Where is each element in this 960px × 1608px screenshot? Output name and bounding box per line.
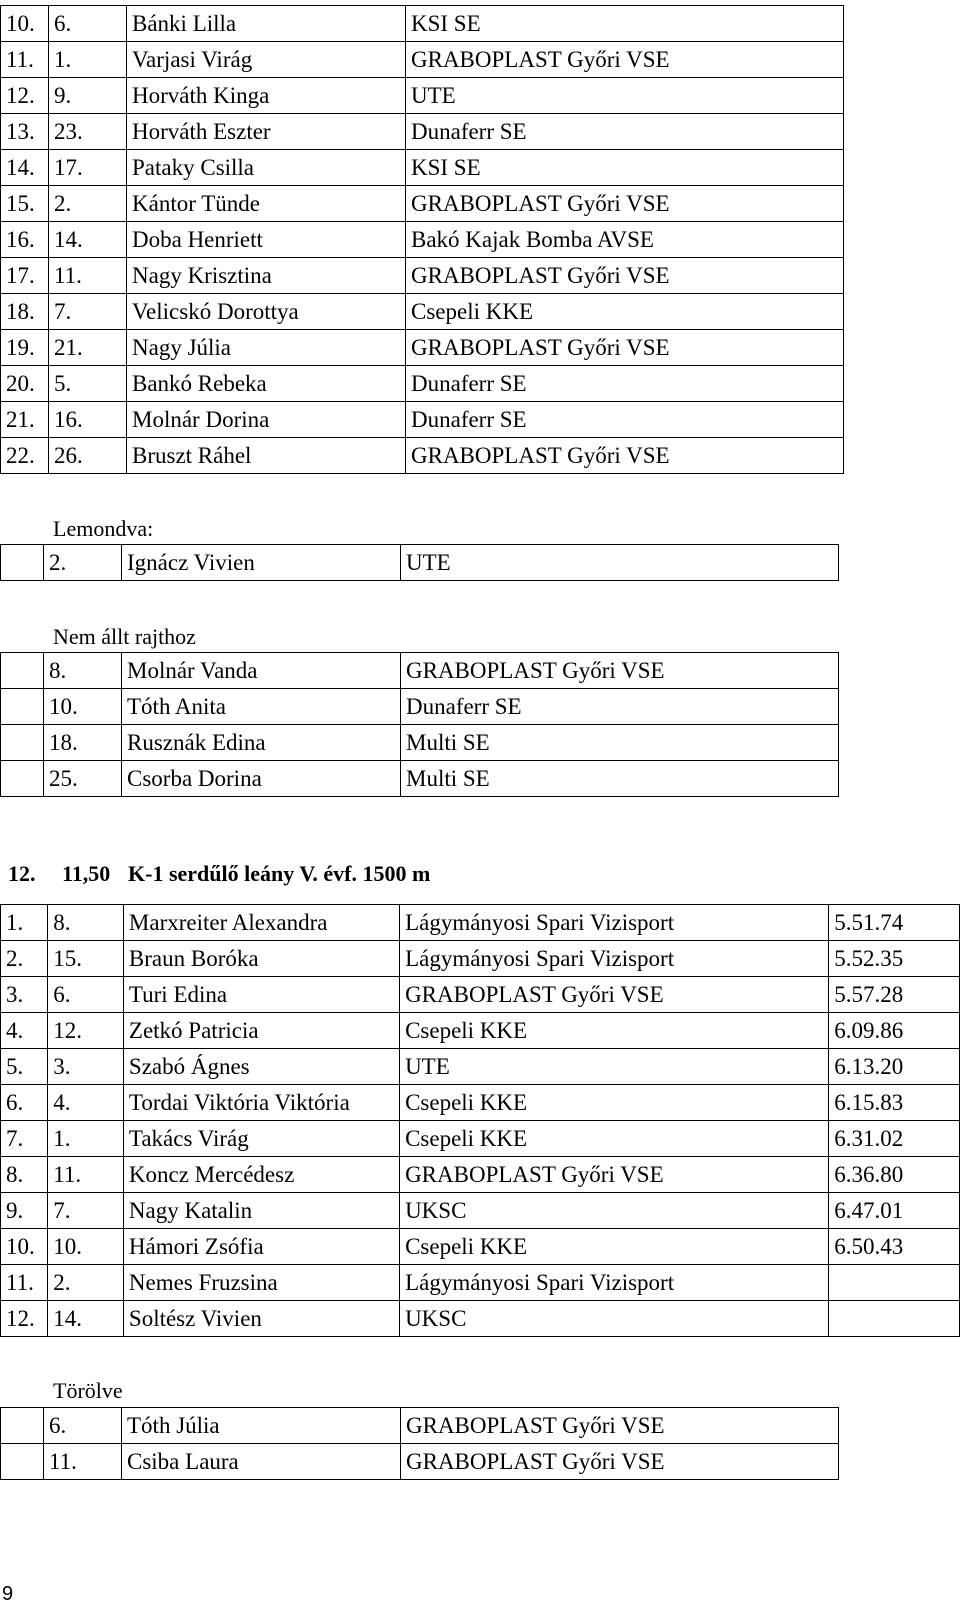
table-row: [1, 6, 844, 42]
bib-cell: 10.: [44, 689, 122, 725]
empty-place-cell: [1, 653, 44, 689]
athlete-cell: Tóth Anita: [122, 689, 401, 725]
table-row: [1, 545, 839, 581]
time-cell: 6.47.01: [829, 1193, 960, 1229]
top-results-body: [1, 6, 844, 474]
bib-cell: 14.: [48, 1301, 124, 1337]
place-cell: 12.: [1, 1301, 48, 1337]
table-row: [1, 1193, 960, 1229]
athlete-cell: Bruszt Ráhel: [127, 438, 406, 474]
place-cell: 6.: [1, 1085, 48, 1121]
club-cell: Bakó Kajak Bomba AVSE: [406, 222, 844, 258]
club-cell: Lágymányosi Spari Vizisport: [400, 941, 829, 977]
athlete-cell: Bankó Rebeka: [127, 366, 406, 402]
table-row: [1, 1121, 960, 1157]
athlete-cell: Hámori Zsófia: [123, 1229, 399, 1265]
club-cell: GRABOPLAST Győri VSE: [401, 1444, 839, 1480]
athlete-cell: Horváth Kinga: [127, 78, 406, 114]
club-cell: Lágymányosi Spari Vizisport: [400, 905, 829, 941]
athlete-cell: Nagy Krisztina: [127, 258, 406, 294]
bib-cell: 11.: [44, 1444, 122, 1480]
athlete-cell: Ignácz Vivien: [122, 545, 401, 581]
time-cell: 6.13.20: [829, 1049, 960, 1085]
time-cell: 5.57.28: [829, 977, 960, 1013]
club-cell: GRABOPLAST Győri VSE: [400, 977, 829, 1013]
table-row: [1, 114, 844, 150]
club-cell: GRABOPLAST Győri VSE: [400, 1157, 829, 1193]
athlete-cell: Zetkó Patricia: [123, 1013, 399, 1049]
athlete-cell: Bánki Lilla: [127, 6, 406, 42]
table-row: [1, 1085, 960, 1121]
place-cell: 12.: [1, 78, 49, 114]
athlete-cell: Nemes Fruzsina: [123, 1265, 399, 1301]
bib-cell: 10.: [48, 1229, 124, 1265]
table-row: [1, 150, 844, 186]
club-cell: Csepeli KKE: [400, 1013, 829, 1049]
bib-cell: 2.: [44, 545, 122, 581]
bib-cell: 4.: [48, 1085, 124, 1121]
table-row: [1, 1013, 960, 1049]
athlete-cell: Tóth Júlia: [122, 1408, 401, 1444]
athlete-cell: Horváth Eszter: [127, 114, 406, 150]
race-time: 11,50: [62, 861, 111, 886]
time-cell: 6.50.43: [829, 1229, 960, 1265]
place-cell: 22.: [1, 438, 49, 474]
bib-cell: 12.: [48, 1013, 124, 1049]
club-cell: UTE: [400, 1049, 829, 1085]
empty-place-cell: [1, 545, 44, 581]
bib-cell: 18.: [44, 725, 122, 761]
bib-cell: 3.: [48, 1049, 124, 1085]
table-row: [1, 1229, 960, 1265]
athlete-cell: Nagy Katalin: [123, 1193, 399, 1229]
club-cell: GRABOPLAST Győri VSE: [406, 330, 844, 366]
athlete-cell: Takács Virág: [123, 1121, 399, 1157]
race-number: 12.: [8, 861, 36, 886]
bib-cell: 14.: [49, 222, 127, 258]
club-cell: Csepeli KKE: [400, 1085, 829, 1121]
bib-cell: 23.: [49, 114, 127, 150]
club-cell: GRABOPLAST Győri VSE: [406, 258, 844, 294]
bib-cell: 6.: [49, 6, 127, 42]
place-cell: 20.: [1, 366, 49, 402]
club-cell: GRABOPLAST Győri VSE: [406, 186, 844, 222]
athlete-cell: Varjasi Virág: [127, 42, 406, 78]
place-cell: 3.: [1, 977, 48, 1013]
athlete-cell: Doba Henriett: [127, 222, 406, 258]
club-cell: Multi SE: [401, 725, 839, 761]
athlete-cell: Pataky Csilla: [127, 150, 406, 186]
athlete-cell: Rusznák Edina: [122, 725, 401, 761]
empty-place-cell: [1, 761, 44, 797]
table-row: [1, 402, 844, 438]
athlete-cell: Molnár Dorina: [127, 402, 406, 438]
empty-place-cell: [1, 725, 44, 761]
bib-cell: 8.: [48, 905, 124, 941]
bib-cell: 2.: [49, 186, 127, 222]
bib-cell: 15.: [48, 941, 124, 977]
bib-cell: 25.: [44, 761, 122, 797]
time-cell: [829, 1301, 960, 1337]
table-row: [1, 1408, 839, 1444]
bib-cell: 6.: [44, 1408, 122, 1444]
club-cell: Lágymányosi Spari Vizisport: [400, 1265, 829, 1301]
table-row: [1, 1265, 960, 1301]
table-row: [1, 905, 960, 941]
club-cell: Dunaferr SE: [406, 366, 844, 402]
club-cell: Csepeli KKE: [400, 1229, 829, 1265]
club-cell: GRABOPLAST Győri VSE: [401, 653, 839, 689]
time-cell: 6.15.83: [829, 1085, 960, 1121]
table-row: [1, 222, 844, 258]
withdrawn-body: [1, 545, 839, 581]
table-row: [1, 78, 844, 114]
table-row: [1, 1049, 960, 1085]
empty-place-cell: [1, 1444, 44, 1480]
deleted-body: [1, 1408, 839, 1480]
table-row: [1, 941, 960, 977]
time-cell: 6.36.80: [829, 1157, 960, 1193]
place-cell: 5.: [1, 1049, 48, 1085]
deleted-table: [0, 1407, 839, 1480]
race-title: K-1 serdűlő leány V. évf. 1500 m: [128, 861, 431, 886]
club-cell: Csepeli KKE: [400, 1121, 829, 1157]
bib-cell: 9.: [49, 78, 127, 114]
bib-cell: 8.: [44, 653, 122, 689]
table-row: [1, 42, 844, 78]
athlete-cell: Soltész Vivien: [123, 1301, 399, 1337]
place-cell: 10.: [1, 6, 49, 42]
athlete-cell: Kántor Tünde: [127, 186, 406, 222]
athlete-cell: Tordai Viktória Viktória: [123, 1085, 399, 1121]
place-cell: 18.: [1, 294, 49, 330]
table-row: [1, 689, 839, 725]
bib-cell: 1.: [49, 42, 127, 78]
place-cell: 9.: [1, 1193, 48, 1229]
table-row: [1, 294, 844, 330]
place-cell: 17.: [1, 258, 49, 294]
table-row: [1, 438, 844, 474]
table-row: [1, 1301, 960, 1337]
athlete-cell: Csorba Dorina: [122, 761, 401, 797]
bib-cell: 7.: [48, 1193, 124, 1229]
table-row: [1, 653, 839, 689]
athlete-cell: Velicskó Dorottya: [127, 294, 406, 330]
place-cell: 4.: [1, 1013, 48, 1049]
club-cell: UKSC: [400, 1301, 829, 1337]
place-cell: 11.: [1, 42, 49, 78]
time-cell: [829, 1265, 960, 1301]
race-heading: [8, 860, 430, 888]
bib-cell: 2.: [48, 1265, 124, 1301]
top-results-table: [0, 5, 844, 474]
race-results-table: [0, 904, 960, 1337]
bib-cell: 26.: [49, 438, 127, 474]
club-cell: UTE: [401, 545, 839, 581]
club-cell: Dunaferr SE: [406, 114, 844, 150]
bib-cell: 1.: [48, 1121, 124, 1157]
table-row: [1, 1444, 839, 1480]
deleted-caption: Törölve: [53, 1378, 123, 1403]
time-cell: 5.52.35: [829, 941, 960, 977]
club-cell: KSI SE: [406, 150, 844, 186]
page-number: 9: [2, 1583, 14, 1605]
table-row: [1, 186, 844, 222]
athlete-cell: Braun Boróka: [123, 941, 399, 977]
place-cell: 1.: [1, 905, 48, 941]
withdrawn-caption: Lemondva:: [53, 516, 154, 541]
club-cell: UTE: [406, 78, 844, 114]
club-cell: KSI SE: [406, 6, 844, 42]
table-row: [1, 725, 839, 761]
athlete-cell: Molnár Vanda: [122, 653, 401, 689]
place-cell: 7.: [1, 1121, 48, 1157]
athlete-cell: Csiba Laura: [122, 1444, 401, 1480]
place-cell: 10.: [1, 1229, 48, 1265]
bib-cell: 16.: [49, 402, 127, 438]
athlete-cell: Marxreiter Alexandra: [123, 905, 399, 941]
athlete-cell: Szabó Ágnes: [123, 1049, 399, 1085]
did-not-start-body: [1, 653, 839, 797]
place-cell: 2.: [1, 941, 48, 977]
time-cell: 5.51.74: [829, 905, 960, 941]
club-cell: GRABOPLAST Győri VSE: [406, 42, 844, 78]
time-cell: 6.09.86: [829, 1013, 960, 1049]
club-cell: Dunaferr SE: [406, 402, 844, 438]
table-row: [1, 761, 839, 797]
empty-place-cell: [1, 1408, 44, 1444]
athlete-cell: Koncz Mercédesz: [123, 1157, 399, 1193]
place-cell: 14.: [1, 150, 49, 186]
club-cell: Dunaferr SE: [401, 689, 839, 725]
empty-place-cell: [1, 689, 44, 725]
place-cell: 19.: [1, 330, 49, 366]
club-cell: GRABOPLAST Győri VSE: [401, 1408, 839, 1444]
place-cell: 16.: [1, 222, 49, 258]
club-cell: Multi SE: [401, 761, 839, 797]
table-row: [1, 977, 960, 1013]
bib-cell: 17.: [49, 150, 127, 186]
club-cell: UKSC: [400, 1193, 829, 1229]
did-not-start-caption: Nem állt rajthoz: [53, 624, 196, 649]
club-cell: Csepeli KKE: [406, 294, 844, 330]
table-row: [1, 1157, 960, 1193]
place-cell: 11.: [1, 1265, 48, 1301]
place-cell: 15.: [1, 186, 49, 222]
athlete-cell: Turi Edina: [123, 977, 399, 1013]
withdrawn-table: [0, 544, 839, 581]
place-cell: 21.: [1, 402, 49, 438]
bib-cell: 6.: [48, 977, 124, 1013]
bib-cell: 21.: [49, 330, 127, 366]
table-row: [1, 366, 844, 402]
table-row: [1, 330, 844, 366]
time-cell: 6.31.02: [829, 1121, 960, 1157]
bib-cell: 7.: [49, 294, 127, 330]
place-cell: 8.: [1, 1157, 48, 1193]
bib-cell: 11.: [48, 1157, 124, 1193]
place-cell: 13.: [1, 114, 49, 150]
table-row: [1, 258, 844, 294]
club-cell: GRABOPLAST Győri VSE: [406, 438, 844, 474]
bib-cell: 11.: [49, 258, 127, 294]
did-not-start-table: [0, 652, 839, 797]
race-results-body: [1, 905, 960, 1337]
bib-cell: 5.: [49, 366, 127, 402]
athlete-cell: Nagy Júlia: [127, 330, 406, 366]
